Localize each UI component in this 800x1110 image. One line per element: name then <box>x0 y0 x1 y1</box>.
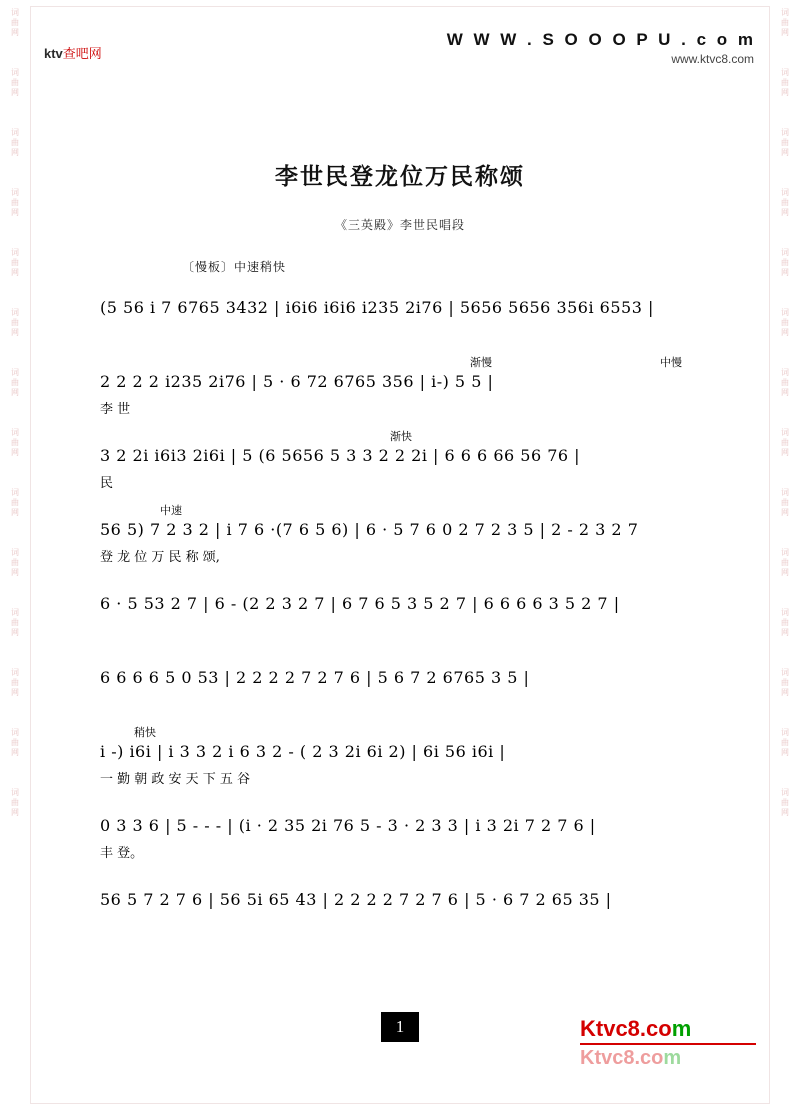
watermark-text: 词 曲 网 <box>11 488 19 517</box>
notation-line: 2 2 2 2 i235 2i76 | 5 · 6 72 6765 356 | i-) 5 5 | <box>100 372 494 391</box>
watermark-text: 词 曲 网 <box>11 788 19 817</box>
notation-line: (5 56 i 7 6765 3432 | i6i6 i6i6 i235 2i76 | 5656 5656 356i 6553 | <box>100 298 654 317</box>
page-subtitle: 《三英殿》李世民唱段 <box>334 218 465 232</box>
watermark-text: 词 曲 网 <box>11 668 19 697</box>
notation-line: 56 5) 7 2 3 2 | i 7 6 ·(7 6 5 6) | 6 · 5 7 6 0 2 7 2 3 5 | 2 - 2 3 2 7 <box>100 520 639 539</box>
logo-main-red: Ktvc8.co <box>580 1016 672 1041</box>
speed-marking: 渐快 <box>390 430 412 443</box>
score-system <box>100 652 710 726</box>
score-system <box>100 874 710 948</box>
speed-marking: 稍快 <box>134 726 156 739</box>
ktv-badge[interactable] <box>42 42 104 63</box>
speed-marking: 渐慢 <box>470 356 492 369</box>
lyric-line: 民 <box>100 476 114 491</box>
lyric-line: 李 世 <box>100 402 131 417</box>
watermark-text: 词 曲 网 <box>781 128 789 157</box>
notation-line: i -) i6i | i 3 3 2 i 6 3 2 - ( 2 3 2i 6i 2) | 6i 56 i6i | <box>100 742 506 761</box>
watermark-text: 词 曲 网 <box>11 428 19 457</box>
speed-marking: 中速 <box>160 504 182 517</box>
watermark-text: 词 曲 网 <box>11 548 19 577</box>
lyric-line: 丰 登。 <box>100 846 144 861</box>
watermark-text: 词 曲 网 <box>11 188 19 217</box>
site-logo[interactable] <box>580 1016 760 1068</box>
watermark-text: 词 曲 网 <box>11 728 19 757</box>
notation-line: 6 6 6 6 5 0 53 | 2 2 2 2 7 2 7 6 | 5 6 7 2 6765 3 5 | <box>100 668 530 687</box>
watermark-text: 词 曲 网 <box>781 488 789 517</box>
watermark-text: 词 曲 网 <box>11 8 19 37</box>
watermark-text: 词 曲 网 <box>781 428 789 457</box>
tempo-marking: 〔慢板〕中速稍快 <box>182 260 287 274</box>
site-url-large: W W W . S O O O P U . c o m <box>446 30 756 49</box>
logo-ghost-red: Ktvc8.co <box>580 1047 664 1069</box>
lyric-line: 一 勤 朝 政 安 天 下 五 谷 <box>100 772 251 787</box>
watermark-text: 词 曲 网 <box>781 8 789 37</box>
page-title: 李世民登龙位万民称颂 <box>275 163 525 190</box>
watermark-text: 词 曲 网 <box>781 248 789 277</box>
watermark-text: 词 曲 网 <box>781 608 789 637</box>
watermark-text: 词 曲 网 <box>781 788 789 817</box>
logo-ghost-text <box>580 1047 760 1070</box>
score-system <box>100 430 710 504</box>
watermark-text: 词 曲 网 <box>11 308 19 337</box>
score-system <box>100 578 710 652</box>
page-number: 1 <box>381 1012 419 1042</box>
score-system <box>100 726 710 800</box>
notation-line: 56 5 7 2 7 6 | 56 5i 65 43 | 2 2 2 2 7 2 7 6 | 5 · 6 7 2 65 35 | <box>100 890 612 909</box>
watermark-text: 词 曲 网 <box>11 128 19 157</box>
score-system <box>100 282 710 356</box>
watermark-text: 词 曲 网 <box>781 548 789 577</box>
watermark-text: 词 曲 网 <box>781 308 789 337</box>
score-system <box>100 504 710 578</box>
watermark-text: 词 曲 网 <box>11 68 19 97</box>
watermark-text: 词 曲 网 <box>781 728 789 757</box>
speed-marking: 中慢 <box>660 356 682 369</box>
watermark-text: 词 曲 网 <box>781 368 789 397</box>
site-url-small: www.ktvc8.com <box>671 52 754 66</box>
watermark-text: 词 曲 网 <box>781 68 789 97</box>
logo-divider <box>580 1043 756 1045</box>
score-body <box>100 282 710 948</box>
lyric-line: 登 龙 位 万 民 称 颂, <box>100 550 220 565</box>
logo-ghost-green: m <box>663 1047 682 1069</box>
notation-line: 6 · 5 53 2 7 | 6 - (2 2 3 2 7 | 6 7 6 5 3 5 2 7 | 6 6 6 6 3 5 2 7 | <box>100 594 620 613</box>
watermark-text: 词 曲 网 <box>781 668 789 697</box>
logo-main-text <box>580 1016 760 1042</box>
watermark-text: 词 曲 网 <box>781 188 789 217</box>
watermark-text: 词 曲 网 <box>11 248 19 277</box>
score-system <box>100 356 710 430</box>
ktv-badge-prefix: ktv <box>44 46 63 61</box>
notation-line: 3 2 2i i6i3 2i6i | 5 (6 5656 5 3 3 2 2 2i | 6 6 6 66 56 76 | <box>100 446 581 465</box>
notation-line: 0 3 3 6 | 5 - - - | (i · 2 35 2i 76 5 - 3 · 2 3 3 | i 3 2i 7 2 7 6 | <box>100 816 596 835</box>
score-system <box>100 800 710 874</box>
logo-main-green: m <box>671 1016 692 1041</box>
ktv-badge-suffix: 查吧网 <box>62 46 102 61</box>
watermark-text: 词 曲 网 <box>11 368 19 397</box>
watermark-text: 词 曲 网 <box>11 608 19 637</box>
